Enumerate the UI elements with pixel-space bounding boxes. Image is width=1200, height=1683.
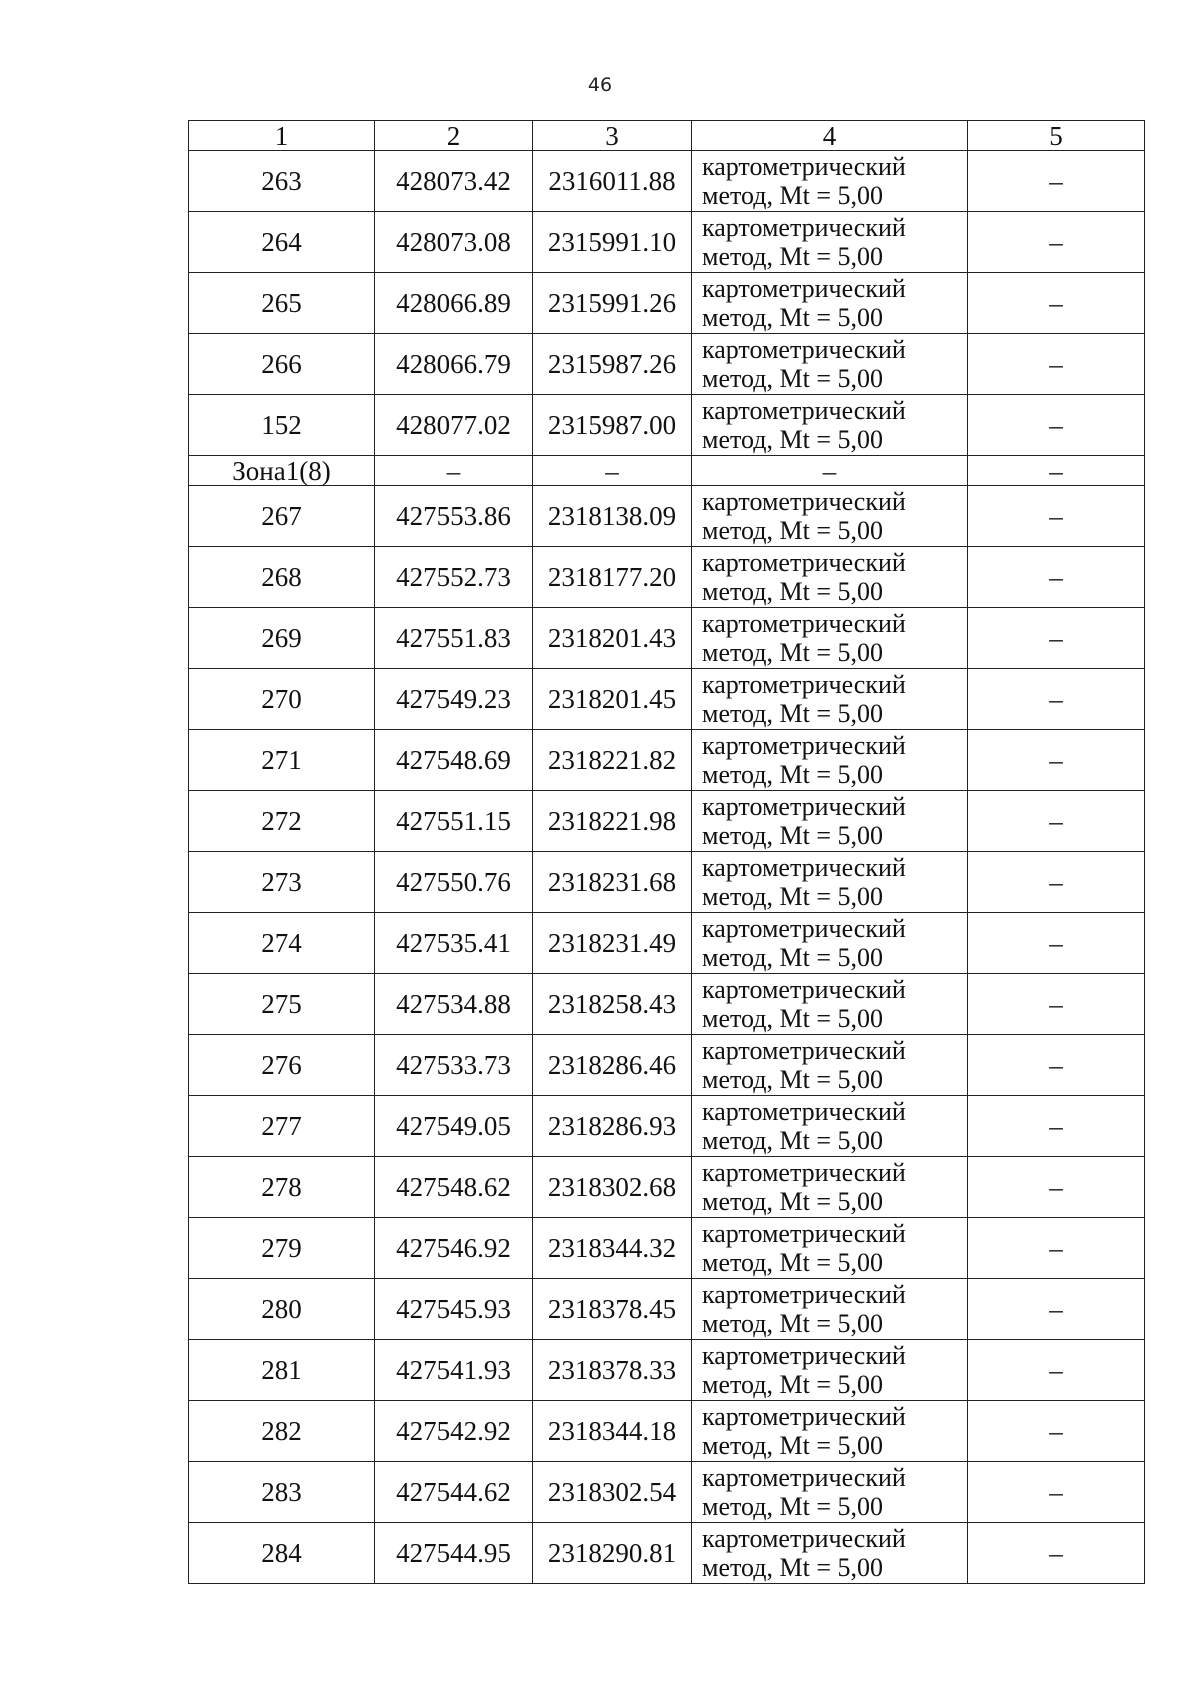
method-cell: картометрический метод, Mt = 5,00	[692, 212, 968, 273]
column-header: 5	[968, 121, 1145, 151]
point-number-cell: 274	[189, 913, 375, 974]
method-cell: картометрический метод, Mt = 5,00	[692, 1340, 968, 1401]
note-cell: –	[968, 1401, 1145, 1462]
y-coordinate-cell: 2315987.00	[533, 395, 692, 456]
table-row	[189, 1157, 1145, 1218]
table-row	[189, 669, 1145, 730]
page-number: 46	[587, 74, 613, 96]
y-coordinate-cell: 2315991.10	[533, 212, 692, 273]
y-coordinate-cell: 2318290.81	[533, 1523, 692, 1584]
table-row	[189, 1523, 1145, 1584]
note-cell: –	[968, 456, 1145, 486]
y-coordinate-cell: 2318286.46	[533, 1035, 692, 1096]
x-coordinate-cell: –	[375, 456, 533, 486]
table-row	[189, 608, 1145, 669]
point-number-cell: 266	[189, 334, 375, 395]
y-coordinate-cell: 2318302.54	[533, 1462, 692, 1523]
point-number-cell: 270	[189, 669, 375, 730]
x-coordinate-cell: 427546.92	[375, 1218, 533, 1279]
method-cell: картометрический метод, Mt = 5,00	[692, 1035, 968, 1096]
note-cell: –	[968, 395, 1145, 456]
method-cell: картометрический метод, Mt = 5,00	[692, 1218, 968, 1279]
method-cell: картометрический метод, Mt = 5,00	[692, 273, 968, 334]
table-row	[189, 1462, 1145, 1523]
method-cell: картометрический метод, Mt = 5,00	[692, 791, 968, 852]
note-cell: –	[968, 1279, 1145, 1340]
method-cell: картометрический метод, Mt = 5,00	[692, 1157, 968, 1218]
y-coordinate-cell: 2318221.82	[533, 730, 692, 791]
note-cell: –	[968, 791, 1145, 852]
coordinates-table	[188, 120, 1145, 1584]
table-row	[189, 395, 1145, 456]
x-coordinate-cell: 428066.79	[375, 334, 533, 395]
point-number-cell: 267	[189, 486, 375, 547]
y-coordinate-cell: 2318231.49	[533, 913, 692, 974]
point-number-cell: 263	[189, 151, 375, 212]
x-coordinate-cell: 427550.76	[375, 852, 533, 913]
note-cell: –	[968, 334, 1145, 395]
point-number-cell: 273	[189, 852, 375, 913]
point-number-cell: 280	[189, 1279, 375, 1340]
y-coordinate-cell: 2318221.98	[533, 791, 692, 852]
table-row	[189, 273, 1145, 334]
method-cell: картометрический метод, Mt = 5,00	[692, 608, 968, 669]
column-header: 2	[375, 121, 533, 151]
method-cell: картометрический метод, Mt = 5,00	[692, 1279, 968, 1340]
method-cell: –	[692, 456, 968, 486]
column-header: 3	[533, 121, 692, 151]
method-cell: картометрический метод, Mt = 5,00	[692, 974, 968, 1035]
method-cell: картометрический метод, Mt = 5,00	[692, 1523, 968, 1584]
table-row	[189, 486, 1145, 547]
point-number-cell: 269	[189, 608, 375, 669]
table-row	[189, 212, 1145, 273]
x-coordinate-cell: 427549.23	[375, 669, 533, 730]
note-cell: –	[968, 212, 1145, 273]
point-number-cell: 275	[189, 974, 375, 1035]
y-coordinate-cell: 2318231.68	[533, 852, 692, 913]
point-number-cell: 272	[189, 791, 375, 852]
x-coordinate-cell: 427541.93	[375, 1340, 533, 1401]
table-row	[189, 1401, 1145, 1462]
note-cell: –	[968, 1462, 1145, 1523]
x-coordinate-cell: 428073.08	[375, 212, 533, 273]
x-coordinate-cell: 427533.73	[375, 1035, 533, 1096]
point-number-cell: 271	[189, 730, 375, 791]
method-cell: картометрический метод, Mt = 5,00	[692, 1462, 968, 1523]
table-row	[189, 730, 1145, 791]
x-coordinate-cell: 427548.69	[375, 730, 533, 791]
point-number-cell: 279	[189, 1218, 375, 1279]
y-coordinate-cell: 2318344.32	[533, 1218, 692, 1279]
y-coordinate-cell: 2318177.20	[533, 547, 692, 608]
point-number-cell: 281	[189, 1340, 375, 1401]
table-row	[189, 1340, 1145, 1401]
x-coordinate-cell: 427551.83	[375, 608, 533, 669]
y-coordinate-cell: 2315987.26	[533, 334, 692, 395]
y-coordinate-cell: 2318302.68	[533, 1157, 692, 1218]
method-cell: картометрический метод, Mt = 5,00	[692, 486, 968, 547]
x-coordinate-cell: 427545.93	[375, 1279, 533, 1340]
point-number-cell: 283	[189, 1462, 375, 1523]
method-cell: картометрический метод, Mt = 5,00	[692, 395, 968, 456]
table-header	[189, 121, 1145, 151]
note-cell: –	[968, 486, 1145, 547]
table-row	[189, 1218, 1145, 1279]
note-cell: –	[968, 974, 1145, 1035]
x-coordinate-cell: 427544.95	[375, 1523, 533, 1584]
table-row	[189, 547, 1145, 608]
y-coordinate-cell: 2318286.93	[533, 1096, 692, 1157]
note-cell: –	[968, 608, 1145, 669]
x-coordinate-cell: 427552.73	[375, 547, 533, 608]
x-coordinate-cell: 427544.62	[375, 1462, 533, 1523]
note-cell: –	[968, 1035, 1145, 1096]
note-cell: –	[968, 1218, 1145, 1279]
point-number-cell: 278	[189, 1157, 375, 1218]
method-cell: картометрический метод, Mt = 5,00	[692, 1096, 968, 1157]
point-number-cell: 276	[189, 1035, 375, 1096]
point-number-cell: 264	[189, 212, 375, 273]
point-number-cell: 277	[189, 1096, 375, 1157]
x-coordinate-cell: 428066.89	[375, 273, 533, 334]
x-coordinate-cell: 427549.05	[375, 1096, 533, 1157]
note-cell: –	[968, 852, 1145, 913]
table-row	[189, 334, 1145, 395]
x-coordinate-cell: 427542.92	[375, 1401, 533, 1462]
table-row	[189, 151, 1145, 212]
point-number-cell: 284	[189, 1523, 375, 1584]
method-cell: картометрический метод, Mt = 5,00	[692, 151, 968, 212]
x-coordinate-cell: 427553.86	[375, 486, 533, 547]
header-row	[189, 121, 1145, 151]
method-cell: картометрический метод, Mt = 5,00	[692, 669, 968, 730]
note-cell: –	[968, 730, 1145, 791]
note-cell: –	[968, 1096, 1145, 1157]
table-row	[189, 1035, 1145, 1096]
method-cell: картометрический метод, Mt = 5,00	[692, 730, 968, 791]
note-cell: –	[968, 669, 1145, 730]
column-header: 1	[189, 121, 375, 151]
column-header: 4	[692, 121, 968, 151]
point-number-cell: 282	[189, 1401, 375, 1462]
note-cell: –	[968, 547, 1145, 608]
y-coordinate-cell: 2318378.45	[533, 1279, 692, 1340]
table-body	[189, 151, 1145, 1584]
point-number-cell: 268	[189, 547, 375, 608]
x-coordinate-cell: 428073.42	[375, 151, 533, 212]
note-cell: –	[968, 273, 1145, 334]
y-coordinate-cell: 2316011.88	[533, 151, 692, 212]
x-coordinate-cell: 427535.41	[375, 913, 533, 974]
y-coordinate-cell: 2318201.45	[533, 669, 692, 730]
table-row	[189, 791, 1145, 852]
zone-row	[189, 456, 1145, 486]
note-cell: –	[968, 151, 1145, 212]
y-coordinate-cell: 2318138.09	[533, 486, 692, 547]
method-cell: картометрический метод, Mt = 5,00	[692, 913, 968, 974]
zone-label-cell: Зона1(8)	[189, 456, 375, 486]
y-coordinate-cell: –	[533, 456, 692, 486]
table-row	[189, 1279, 1145, 1340]
note-cell: –	[968, 1157, 1145, 1218]
method-cell: картометрический метод, Mt = 5,00	[692, 852, 968, 913]
x-coordinate-cell: 427551.15	[375, 791, 533, 852]
x-coordinate-cell: 427534.88	[375, 974, 533, 1035]
note-cell: –	[968, 913, 1145, 974]
y-coordinate-cell: 2318344.18	[533, 1401, 692, 1462]
method-cell: картометрический метод, Mt = 5,00	[692, 1401, 968, 1462]
y-coordinate-cell: 2315991.26	[533, 273, 692, 334]
method-cell: картометрический метод, Mt = 5,00	[692, 547, 968, 608]
table-row	[189, 1096, 1145, 1157]
y-coordinate-cell: 2318258.43	[533, 974, 692, 1035]
table-row	[189, 852, 1145, 913]
y-coordinate-cell: 2318378.33	[533, 1340, 692, 1401]
point-number-cell: 265	[189, 273, 375, 334]
table-row	[189, 913, 1145, 974]
y-coordinate-cell: 2318201.43	[533, 608, 692, 669]
x-coordinate-cell: 427548.62	[375, 1157, 533, 1218]
table-row	[189, 974, 1145, 1035]
method-cell: картометрический метод, Mt = 5,00	[692, 334, 968, 395]
point-number-cell: 152	[189, 395, 375, 456]
x-coordinate-cell: 428077.02	[375, 395, 533, 456]
note-cell: –	[968, 1340, 1145, 1401]
note-cell: –	[968, 1523, 1145, 1584]
